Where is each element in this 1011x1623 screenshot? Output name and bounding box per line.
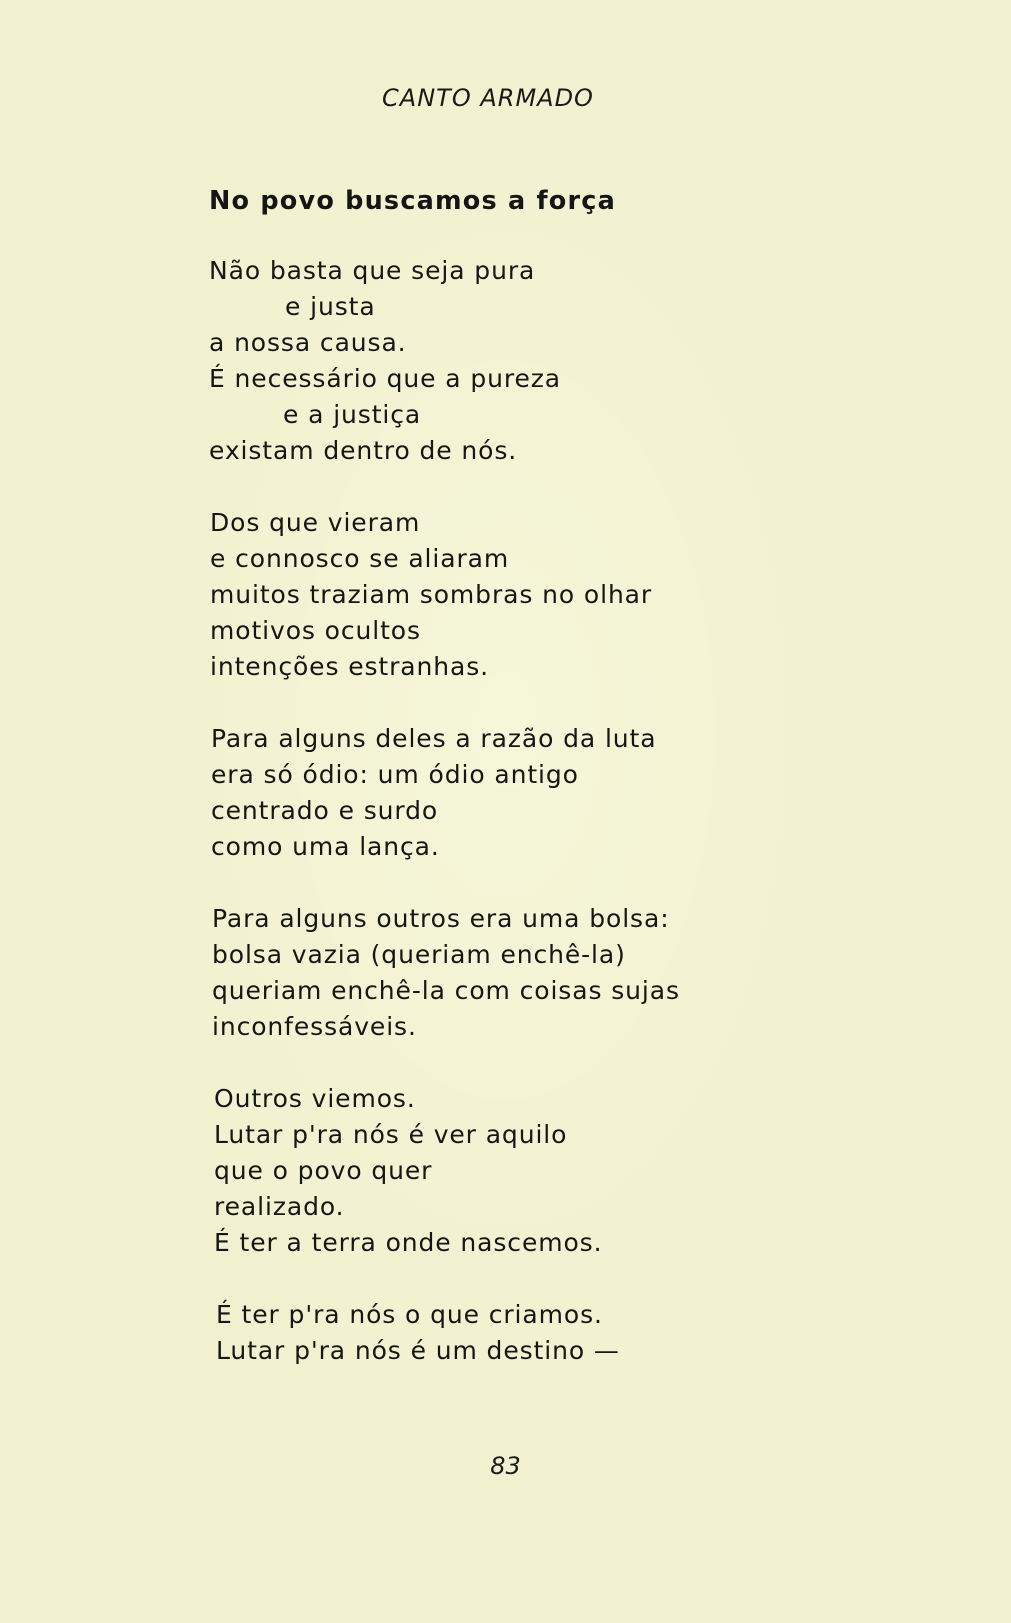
poem-line: Lutar p'ra nós é um destino — xyxy=(216,1336,620,1365)
poem-line: Para alguns outros era uma bolsa: xyxy=(212,904,670,933)
poem-line: e a justiça xyxy=(283,400,422,429)
page-number: 83 xyxy=(490,1452,521,1480)
poem-line: intenções estranhas. xyxy=(210,652,489,681)
poem-line: É ter a terra onde nascemos. xyxy=(214,1228,603,1257)
poem-line: e justa xyxy=(285,292,376,321)
poem-line: É ter p'ra nós o que criamos. xyxy=(216,1300,603,1329)
poem-line: Não basta que seja pura xyxy=(209,256,536,285)
poem-line: Para alguns deles a razão da luta xyxy=(211,724,657,753)
poem-line: era só ódio: um ódio antigo xyxy=(211,760,579,789)
poem-title: No povo buscamos a força xyxy=(209,186,616,216)
poem-line: motivos ocultos xyxy=(210,616,421,645)
poem-line: Outros viemos. xyxy=(214,1084,416,1113)
poem-line: centrado e surdo xyxy=(211,796,439,825)
poem-line: e connosco se aliaram xyxy=(210,544,510,573)
poem-line: bolsa vazia (queriam enchê-la) xyxy=(212,940,626,969)
poem-line: Dos que vieram xyxy=(210,508,421,537)
poem-line: queriam enchê-la com coisas sujas xyxy=(212,976,680,1005)
poem-line: inconfessáveis. xyxy=(212,1012,417,1041)
poem-line: É necessário que a pureza xyxy=(209,364,562,393)
poem-line: existam dentro de nós. xyxy=(209,436,518,465)
running-head-title: CANTO ARMADO xyxy=(382,84,594,112)
poem-line: realizado. xyxy=(214,1192,345,1221)
poem-line: a nossa causa. xyxy=(209,328,407,357)
poem-line: Lutar p'ra nós é ver aquilo xyxy=(214,1120,568,1149)
poem-line: muitos traziam sombras no olhar xyxy=(210,580,653,609)
poem-line: que o povo quer xyxy=(214,1156,433,1185)
poem-line: como uma lança. xyxy=(211,832,440,861)
